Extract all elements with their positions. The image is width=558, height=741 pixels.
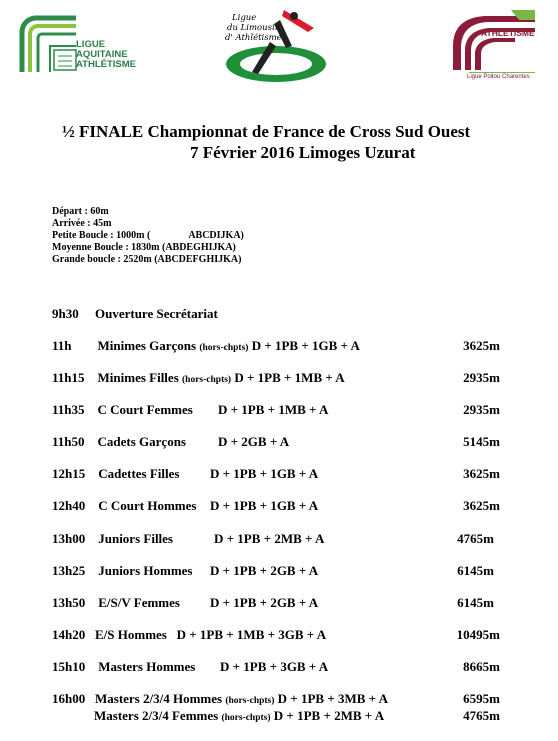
poitou-arch-icon (445, 6, 537, 82)
row-note: (hors-chpts) (199, 343, 249, 353)
schedule-row (52, 595, 180, 611)
row-distance: 5145m (463, 434, 500, 449)
row-event: Masters 2/3/4 Hommes (94, 691, 223, 706)
row-formula: D + 1PB + 2MB + A (273, 708, 385, 723)
aquitaine-logo-line2: AQUITAINE (76, 49, 128, 60)
poitou-logo-brand: ATHLÉTISME (481, 28, 535, 38)
row-distance: 6145m (457, 595, 494, 610)
row-event: Cadets Garçons (97, 434, 186, 449)
poitou-logo-caption: Ligue Poitou Charentes (467, 74, 530, 80)
aquitaine-logo-line3: ATHLÉTISME (76, 59, 136, 70)
row-event: C Court Femmes (97, 402, 193, 417)
info-grande-boucle: Grande boucle : 2520m (ABCDEFGHIJKA) (52, 254, 242, 265)
row-distance: 6595m (463, 691, 500, 706)
row-event: E/S/V Femmes (98, 595, 180, 610)
row-distance: 10495m (456, 627, 500, 642)
row-formula: D + 1PB + 2MB + A (214, 531, 325, 546)
row-time: 13h50 (52, 595, 86, 610)
row-distance: 3625m (463, 498, 500, 513)
info-petite-boucle-code: ABCDIJKA) (188, 230, 244, 241)
row-time: 11h (52, 338, 72, 353)
schedule-row (52, 498, 196, 514)
schedule-row (52, 338, 360, 354)
row-event: E/S Hommes (94, 627, 167, 642)
row-formula: D + 1PB + 1GB + A (210, 498, 319, 513)
row-time: 12h40 (52, 498, 86, 513)
limousin-logo-line2: du Limousin (227, 23, 281, 33)
aquitaine-logo-line1: LIGUE (76, 39, 106, 50)
row-formula: D + 1PB + 3MB + A (277, 691, 389, 706)
row-formula: D + 1PB + 1MB + A (218, 402, 329, 417)
row-event: Minimes Filles (97, 370, 179, 385)
schedule-row (52, 531, 173, 547)
row-time: 9h30 (52, 306, 79, 321)
ligue-aquitaine-logo (14, 12, 144, 82)
schedule-row (52, 466, 179, 482)
row-formula: D + 1PB + 2GB + A (210, 595, 319, 610)
row-formula: D + 1PB + 1MB + 3GB + A (176, 627, 327, 642)
schedule-row (52, 434, 186, 450)
row-distance: 4765m (463, 708, 500, 723)
row-time: 12h15 (52, 466, 86, 481)
schedule-row (52, 563, 192, 579)
limousin-logo-line3: d' Athlétisme (225, 33, 282, 43)
schedule-row (52, 659, 195, 675)
schedule-row (52, 306, 218, 322)
schedule-row (52, 402, 193, 418)
row-time: 16h00 (52, 691, 86, 706)
row-time: 13h00 (52, 531, 86, 546)
row-time: 14h20 (52, 627, 86, 642)
row-note: (hors-chpts) (225, 696, 275, 706)
row-formula: D + 1PB + 1GB + A (251, 338, 360, 353)
info-depart: Départ : 60m (52, 206, 109, 217)
page-title-line2: 7 Février 2016 Limoges Uzurat (190, 143, 416, 162)
schedule-row (52, 691, 388, 707)
row-formula: D + 1PB + 3GB + A (220, 659, 329, 674)
info-arrivee: Arrivée : 45m (52, 218, 112, 229)
row-note: (hors-chpts) (182, 375, 232, 385)
row-distance: 2935m (463, 370, 500, 385)
row-note: (hors-chpts) (221, 713, 271, 723)
row-formula: D + 2GB + A (218, 434, 290, 449)
row-distance: 6145m (457, 563, 494, 578)
row-event: Juniors Filles (98, 531, 173, 546)
info-petite-boucle-label: Petite Boucle : 1000m ( (52, 230, 151, 241)
schedule-row (94, 708, 384, 724)
info-petite-boucle (52, 230, 244, 241)
row-distance: 4765m (457, 531, 494, 546)
schedule-row (52, 370, 345, 386)
row-event: Juniors Hommes (98, 563, 193, 578)
row-distance: 8665m (463, 659, 500, 674)
row-event: Masters 2/3/4 Femmes (94, 708, 219, 723)
row-formula: D + 1PB + 1GB + A (210, 466, 319, 481)
row-formula: D + 1PB + 2GB + A (210, 563, 319, 578)
row-time: 11h35 (52, 402, 85, 417)
row-time: 13h25 (52, 563, 86, 578)
schedule-row (52, 627, 326, 643)
row-event: Cadettes Filles (98, 466, 180, 481)
ligue-poitou-charentes-logo (445, 6, 537, 82)
row-event: Ouverture Secrétariat (94, 306, 218, 321)
row-time: 15h10 (52, 659, 86, 674)
row-event: C Court Hommes (98, 498, 197, 513)
row-event: Masters Hommes (98, 659, 196, 674)
row-formula: D + 1PB + 1MB + A (234, 370, 345, 385)
info-moyenne-boucle: Moyenne Boucle : 1830m (ABDEGHIJKA) (52, 242, 236, 253)
row-distance: 3625m (463, 338, 500, 353)
row-time: 11h50 (52, 434, 85, 449)
ligue-limousin-logo (222, 6, 330, 84)
row-distance: 2935m (463, 402, 500, 417)
limousin-logo-line1: Ligue (232, 13, 257, 23)
row-distance: 3625m (463, 466, 500, 481)
aquitaine-track-icon (14, 12, 84, 82)
row-time: 11h15 (52, 370, 85, 385)
row-event: Minimes Garçons (97, 338, 197, 353)
page-title-line1: ½ FINALE Championnat de France de Cross Sud Ouest (62, 122, 471, 141)
